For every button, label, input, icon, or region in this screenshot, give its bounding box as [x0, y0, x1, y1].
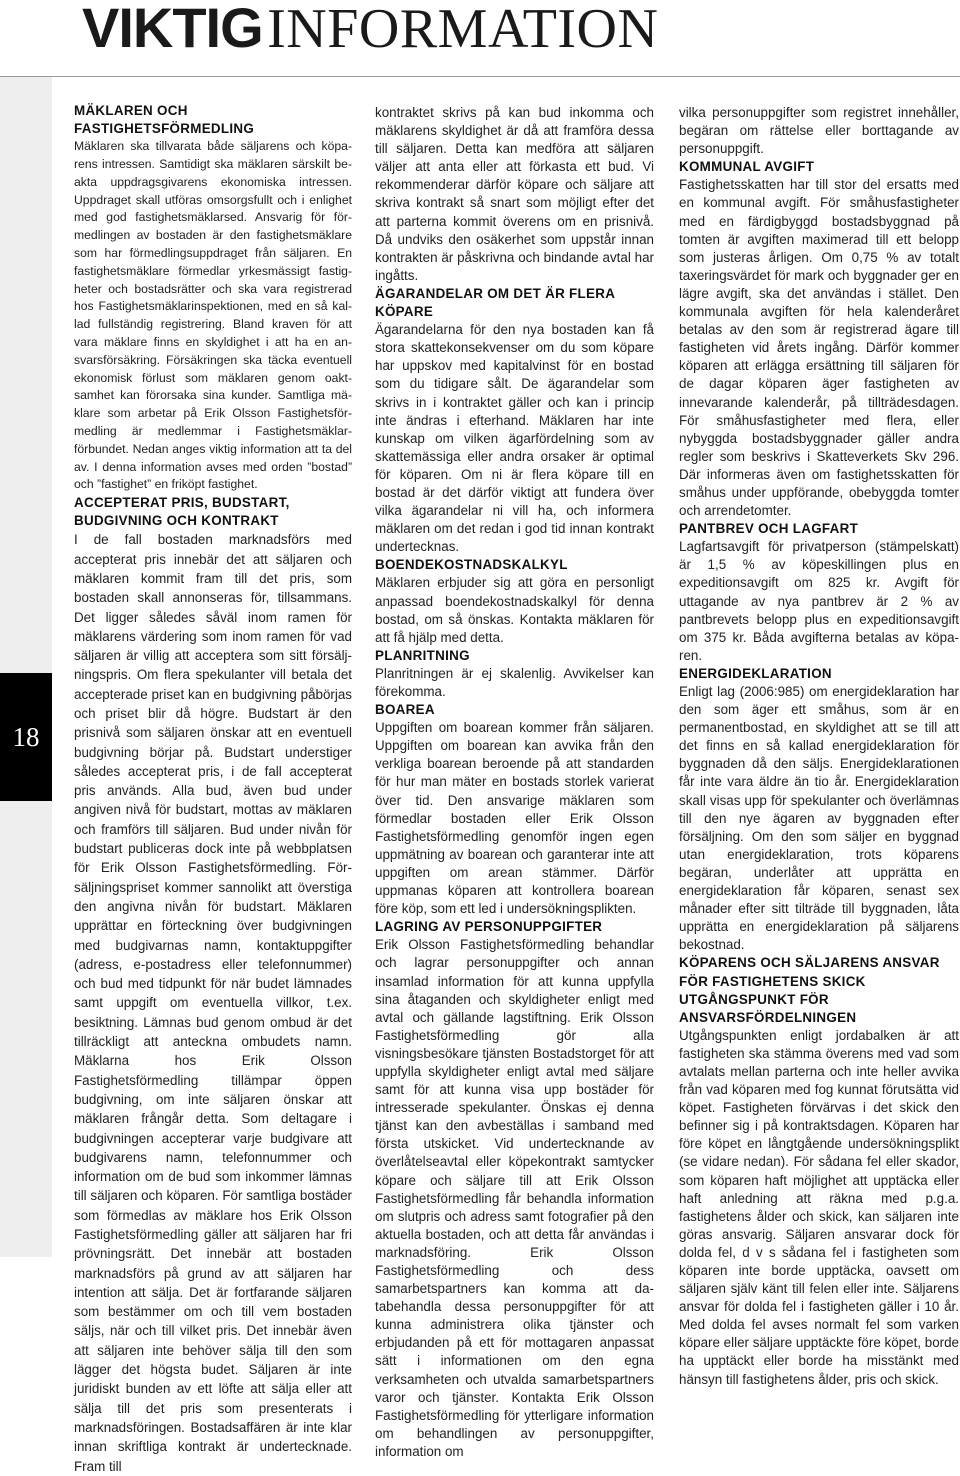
heading-planritning: PLANRITNING [375, 647, 470, 663]
header-divider [0, 76, 960, 77]
heading-accepterat-pris: ACCEPTERAT PRIS, BUDSTART, BUDGIVNING OCH KONTRAKT [74, 495, 290, 529]
heading-personuppgifter: LAGRING AV PERSONUPPGIFTER [375, 919, 603, 935]
left-sidebar [0, 77, 52, 1257]
heading-maklaren: MÄKLAREN OCH FASTIGHETSFÖRMEDLING [74, 103, 255, 137]
paragraph-pantbrev: Lagfartsavgift för privatperson (stämpelskatt) är 1,5 % av köpeskillingen plus en expeditionsavgift om 825 kr. Avgift för uttagande av nya pantbrev är 2 % av pantbrevets belopp plus en expeditionsavgift om 375 kr. Båda avgifterna betalas av köparen. [679, 539, 959, 663]
paragraph-personuppgifter-cont: vilka personuppgifter som registret innehåller, begäran om rättelse eller borttagande av personuppgift. [679, 105, 959, 157]
title-serif-word: INFORMATION [267, 0, 659, 60]
paragraph-boarea: Uppgiften om boarean kommer från säljaren. Uppgiften om boarean kan avvika från den verkliga boarean beroende på att standarden för hur man mäter en bostads storlek varierat över tid. Den ansvarige mäklaren som förmedlar bostaden eller Erik Olsson Fastighetsförmedling genomför ingen egen uppmätning av boarean och garanterar inte att uppgiften om arean stämmer. Därför uppmanas köparen att kontrollera boarean före köp, som ett led i undersökningsplikten. [375, 720, 654, 917]
paragraph-boendekostnadskalkyl: Mäklaren erbjuder sig att göra en personligt anpassad boendekostnadskalkyl för denna bostad, om så önskas. Kontakta mäklaren för att få hjälp med detta. [375, 575, 654, 645]
paragraph-ansvar-skick: Utgångspunkten enligt jordabalken är att fastigheten ska stämma överens med vad som avtalats mellan parterna och inte heller avvika från vad köparen med fog kunnat förutsätta vid köpet. Fastigheten förvärvas i det skick den befinner sig i på kontraktsdagen. Köparen har före köpet en långtgående undersökningsplikt (se vidare nedan). För sådana fel eller skador, som köparen haft möjlighet att upptäcka eller haft anledning att räkna med p.g.a. fastighetens ålder och skick, kan säljaren inte göras ansvarig. Säljaren ansvarar dock för dolda fel, d v s sådana fel i fastigheten som köparen inte borde upptäcka, oavsett om säljaren själv känt till felen eller inte. Säljarens ansvar för dolda fel i fastigheten gäller i 10 år. Med dolda fel avses normalt fel som varken köpare eller säljare upptäckte före köpet, borde ha upptäckt eller borde ha misstänkt med hänsyn till fastighetens ålder, pris och skick. [679, 1027, 959, 1387]
heading-pantbrev: PANTBREV OCH LAGFART [679, 521, 859, 537]
heading-ansvar-skick: KÖPARENS OCH SÄLJARENS ANSVAR FÖR FASTIGHETENS SKICK UTGÅNGSPUNKT FÖR ANSVARSFÖRDELNINGEN [679, 955, 940, 1025]
heading-energideklaration: ENERGIDEKLARATION [679, 665, 832, 681]
paragraph-accepterat-pris: I de fall bostaden marknadsförs med accepterat pris innebär det att säljaren och mäklaren kommit fram till det pris, som bostaden skall annonseras för, tillsammans. Det ligger således såväl inom ramen för mäklarens värdering som inom ramen för vad säljaren är villig att acceptera som sitt försäljningspris. Om flera spekulanter vill betala det accepterade priset kan en budgivning påbörjas och priset blir då högre. Budstart är den prisnivå som säljaren önskar att en eventuell budgivning börjar på. Budstart understiger således accepterat pris, i de fall accepterat pris används. Alla bud, även bud under angiven nivå för budstart, mottas av mäklaren och framförs till säljaren. Bud under nivån för budstart publiceras dock inte på webbplatsen för Erik Olsson Fastighetsförmedling. Försäljningspriset kommer sannolikt att överstiga den angivna nivån för budstart. Mäklaren upprättar en förteckning över budgivningen med budgivarnas namn, kontaktuppgifter (adress, e-postadress eller telefonnummer) och bud med tidpunkt för när budet lämnades samt uppgift om eventuella villkor, t.ex. besiktning. Lämnas bud genom ombud är det tillräckligt att anteckna ombudets namn. Mäklarna hos Erik Olsson Fastighetsförmedling tillämpar öppen budgivning, om inte säljaren önskar att mäklaren frångår detta. Som deltagare i budgivningen accepterar varje budgivare att budgivarens namn, telefonnummer och information om de bud som inkommer lämnas till säljaren och köparen. För samtliga bostäder som förmedlas av mäklare hos Erik Olsson Fastighetsförmedling gäller att säljaren har fri prövningsrätt. Det innebär att bostaden marknadsförs på grund av att säljaren har intention att sälja. Det är fortfarande säljaren som bestämmer om och till vem bostaden säljs, när och till vilket pris. Det innebär även att säljaren inte behöver sälja till den som lägger det högsta budet. Säljaren är inte juridiskt bunden av ett löfte att sälja eller att sälja till det pris som presenterats i marknadsföringen. Bostadsaffären är inte klar innan skriftliga kontrakt är undertecknade. Fram till [74, 532, 352, 1474]
column-2 [375, 104, 654, 1461]
paragraph-kontrakt-cont: kontraktet skrivs på kan bud inkomma och mäklarens skyldighet är då att framföra dessa till säljaren. Detta kan medföra att säljaren väljer att anta eller att förkasta ett bud. Vi rekommenderar därför köpare och säljare att skriva kontrakt så snart som möjligt efter det att parterna kommit överens om en prisnivå. Då undviks den osäkerhet som uppstår innan kontrakten är påskrivna och bindande avtal har ingåtts. [375, 105, 654, 283]
paragraph-energideklaration: Enligt lag (2006:985) om energideklaration har den som äger ett småhus, som är en permanentbostad, en skyldighet att se till att det finns en så kallad energideklaration för byggnaden då den säljs. Energideklarationen får inte vara äldre än tio år. Energideklaration skall visas upp för spekulanter och överlämnas till den nye ägaren av byggnaden efter försäljning. Om den som säljer en byggnad utan energideklaration, trots köparens begäran, underlåter att upprätta en energideklaration får köparen, senast sex månader efter sitt tilträde till byggnaden, låta upprätta en energideklaration på säljarens bekostnad. [679, 684, 959, 953]
page-header [0, 0, 960, 68]
heading-kommunal-avgift: KOMMUNAL AVGIFT [679, 159, 815, 175]
heading-boendekostnadskalkyl: BOENDEKOSTNADSKALKYL [375, 557, 568, 573]
paragraph-planritning: Planritningen är ej skalenlig. Avvikelser kan förekomma. [375, 665, 654, 699]
column-1 [74, 102, 352, 1476]
paragraph-kommunal-avgift: Fastighetsskatten har till stor del ersatts med en kommunal avgift. För småhusfastigheter med en färdigbyggd bostadsbyggnad på tomten är avgiften maximerad till ett belopp som justeras årligen. Om 0,75 % av totalt taxeringsvärdet för mark och byggnader ger en lägre avgift, ska det användas i stället. Den kommunala avgiften för hela kalenderåret betalas av den som är registrerad ägare till fastigheten vid årets ingång. Därför kommer köparen att erlägga ersättning till säljaren för de dagar köparen äger fastigheten av innevarande kalenderår, på tillträdesdagen. För småhusfastigheter med flera, eller nybyggda bostadsbyggnader gäller andra regler som beskrivs i Skatteverkets Skv 296. Där informeras även om fastighetsskatten för småhus under uppförande, obebyggda tomter och arrendetomter. [679, 177, 959, 519]
title-bold-word: VIKTIG [82, 0, 263, 59]
page-title [82, 0, 659, 60]
paragraph-maklaren: Mäklaren ska tillvarata både säljarens och köparens intressen. Samtidigt ska mäklaren särskilt beakta uppdragsgivarens ekonomiska intressen. Uppdraget skall utföras omsorgsfullt och i enlighet med god fastighetsmäklarsed. Ansvarig för förmedlingen av bostaden är den fastighetsmäklare som har förmedlingsuppdraget från säljaren. En fastighetsmäklare förmedlar yrkesmässigt fastigheter och bostadsrätter och ska vara registrerad hos Fastighetsmäklarinspektionen, med en så kallad fullständig registrering. Bland kraven för att vara mäklare finns en skyldighet i att ha en ansvarsförsäkring. Försäkringen ska täcka eventuell ekonomisk förlust som mäklaren genom oaktsamhet kan förorsaka sina kunder. Samtliga mäklare som arbetar på Erik Olsson Fastighetsförmedling är medlemmar i Fastighetsmäklarförbundet. Nedan anges viktig information att ta del av. I denna information avses med orden ”bostad” och ”fastighet” en friköpt fastighet. [74, 139, 352, 492]
paragraph-personuppgifter: Erik Olsson Fastighetsförmedling behandlar och lagrar personuppgifter och annan insamlad information för att kunna uppfylla sina åtaganden och skyldigheter enligt med avtal och gällande lagstiftning. Erik Olsson Fastighetsförmedling gör alla visningsbesökare tjänsten Bostadstorget för att uppfylla skyldigheter enligt avtal med säljare samt för att kunna visa upp bostäder för intresserade spekulanter. Önskas ej denna tjänst kan den avbeställas i samband med första utskicket. Vid undertecknande av överlåtelseavtal eller köpekontrakt samtycker köpare och säljare till att Erik Olsson Fastighetsförmedling får behandla information om slutpris och adress samt fotografier på den aktuella bostaden, och att detta får användas i marknadsföring. Erik Olsson Fastighetsförmedling och dess samarbetspartners kan komma att databehandla dessa personuppgifter för att kunna administrera olika tjänster och erbjudanden på ett för mottagaren anpassat sätt i informationen om den egna verksamheten och utvalda samarbetspartners varor och tjänster. Kontakta Erik Olsson Fastighetsförmedling för ytterligare information om behandlingen av personuppgifter, information om [375, 937, 654, 1459]
column-3 [679, 104, 959, 1389]
heading-boarea: BOAREA [375, 702, 435, 718]
page-number: 18 [0, 673, 52, 801]
paragraph-agarandelar: Ägarandelarna för den nya bostaden kan få stora skattekonsekvenser om du som köpare har uppskov med kapitalvinst för en bostad som du tidigare sålt. De ägarandelar som skrivs in i kontraktet gäller och kan i princip inte ändras i efterhand. Mäklaren har inte kunskap om vilken ägarfördelning som av skattemässiga eller andra orsaker är optimal för köparen. Om ni är flera köpare till en bostad är det därför viktigt att fundera över vilka ägarandelar ni vill ha, och informera mäklaren om det redan i god tid innan kontrakt undertecknas. [375, 322, 654, 555]
heading-agarandelar: ÄGARANDELAR OM DET ÄR FLERA KÖPARE [375, 285, 615, 320]
